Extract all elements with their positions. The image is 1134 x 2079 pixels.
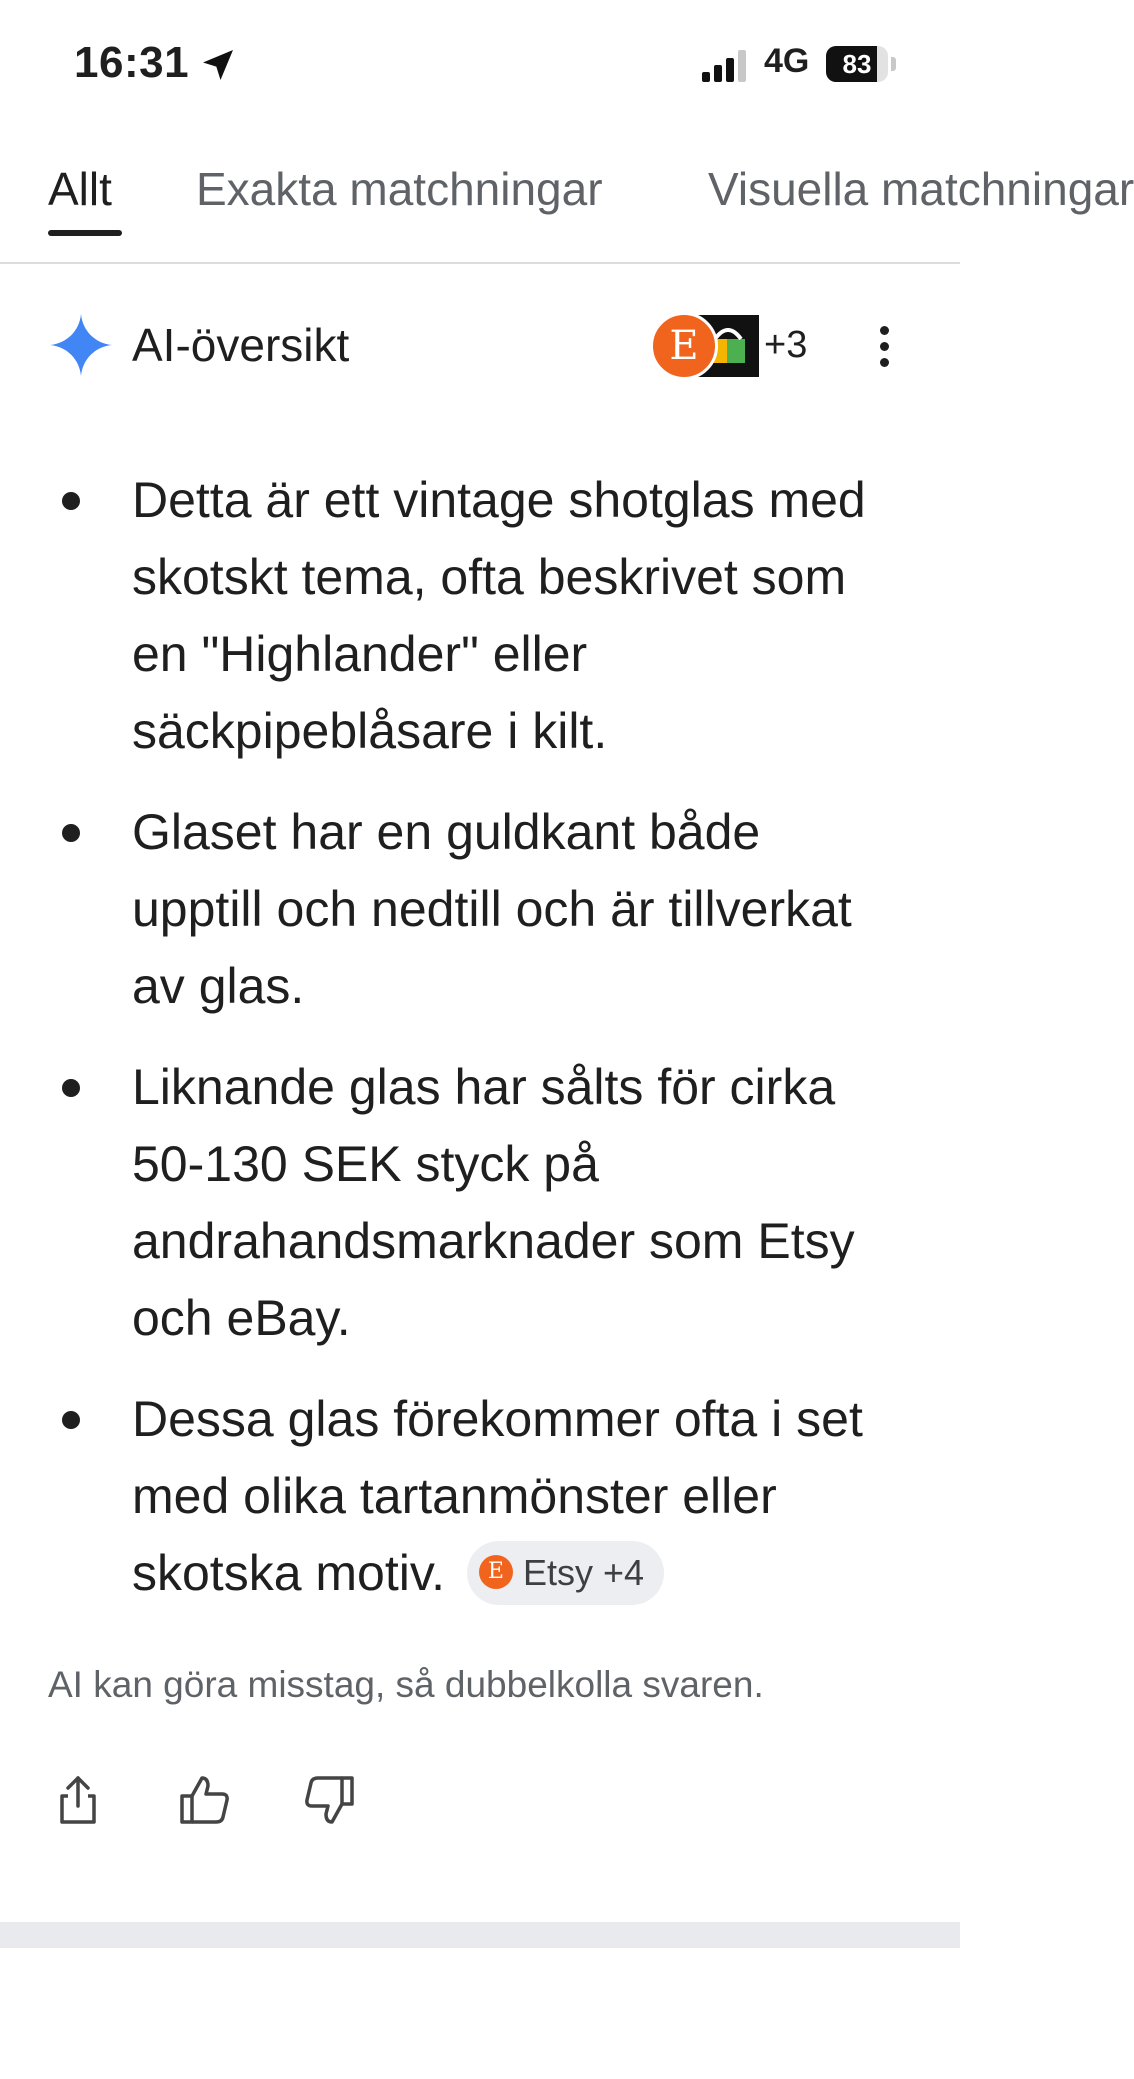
bullet-dot <box>62 1079 80 1097</box>
battery-percent: 83 <box>842 49 872 79</box>
etsy-logo-avatar: E <box>650 312 718 380</box>
ai-overview-bullets <box>0 462 960 1636</box>
list-item <box>0 462 892 770</box>
thumbs-up-icon[interactable] <box>174 1770 234 1830</box>
status-time: 16:31 <box>74 38 190 87</box>
source-avatars[interactable] <box>650 312 820 378</box>
etsy-icon: E <box>479 1555 513 1589</box>
ai-disclaimer: AI kan göra misstag, så dubbelkolla svaren. <box>48 1664 764 1705</box>
bullet-dot <box>62 824 80 842</box>
status-bar <box>0 0 960 120</box>
bullet-dot <box>62 1411 80 1429</box>
network-type: 4G <box>764 42 810 80</box>
share-icon[interactable] <box>48 1770 108 1830</box>
tab-visuella-matchningar[interactable]: Visuella matchningar <box>708 163 1134 215</box>
ai-overview-title: AI-översikt <box>132 319 350 371</box>
bullet-text: Detta är ett vintage shotglas med skotskt tema, ofta beskrivet som en "Highlander" eller säckpipeblåsare i kilt. <box>132 472 866 759</box>
battery-icon <box>826 46 898 82</box>
search-tabs <box>0 150 1134 264</box>
thumbs-down-icon[interactable] <box>300 1770 360 1830</box>
gemini-sparkle-icon <box>50 314 112 376</box>
bullet-text: Liknande glas har sålts för cirka 50-130 SEK styck på andrahandsmarknader som Etsy och eBay. <box>132 1059 855 1346</box>
bullet-dot <box>62 492 80 510</box>
more-sources-count: +3 <box>764 324 808 366</box>
more-options-icon[interactable] <box>876 326 892 370</box>
citation-chip-label: Etsy +4 <box>522 1551 645 1593</box>
list-item <box>0 794 892 1025</box>
active-tab-indicator <box>48 230 122 236</box>
citation-chip[interactable] <box>467 1541 664 1605</box>
section-divider <box>0 1922 960 1948</box>
tab-allt[interactable]: Allt <box>48 163 112 215</box>
bullet-text: Glaset har en guldkant både upptill och nedtill och är tillverkat av glas. <box>132 804 852 1014</box>
feedback-actions <box>0 1770 960 1840</box>
cellular-signal-icon <box>702 50 750 82</box>
list-item <box>0 1049 892 1357</box>
tab-exakta-matchningar[interactable]: Exakta matchningar <box>196 163 603 215</box>
bullet-text: Dessa glas förekommer ofta i set med olika tartanmönster eller skotska motiv. <box>132 1391 863 1601</box>
list-item <box>0 1381 892 1612</box>
location-arrow-icon <box>198 45 238 85</box>
ai-overview-header <box>0 300 960 390</box>
